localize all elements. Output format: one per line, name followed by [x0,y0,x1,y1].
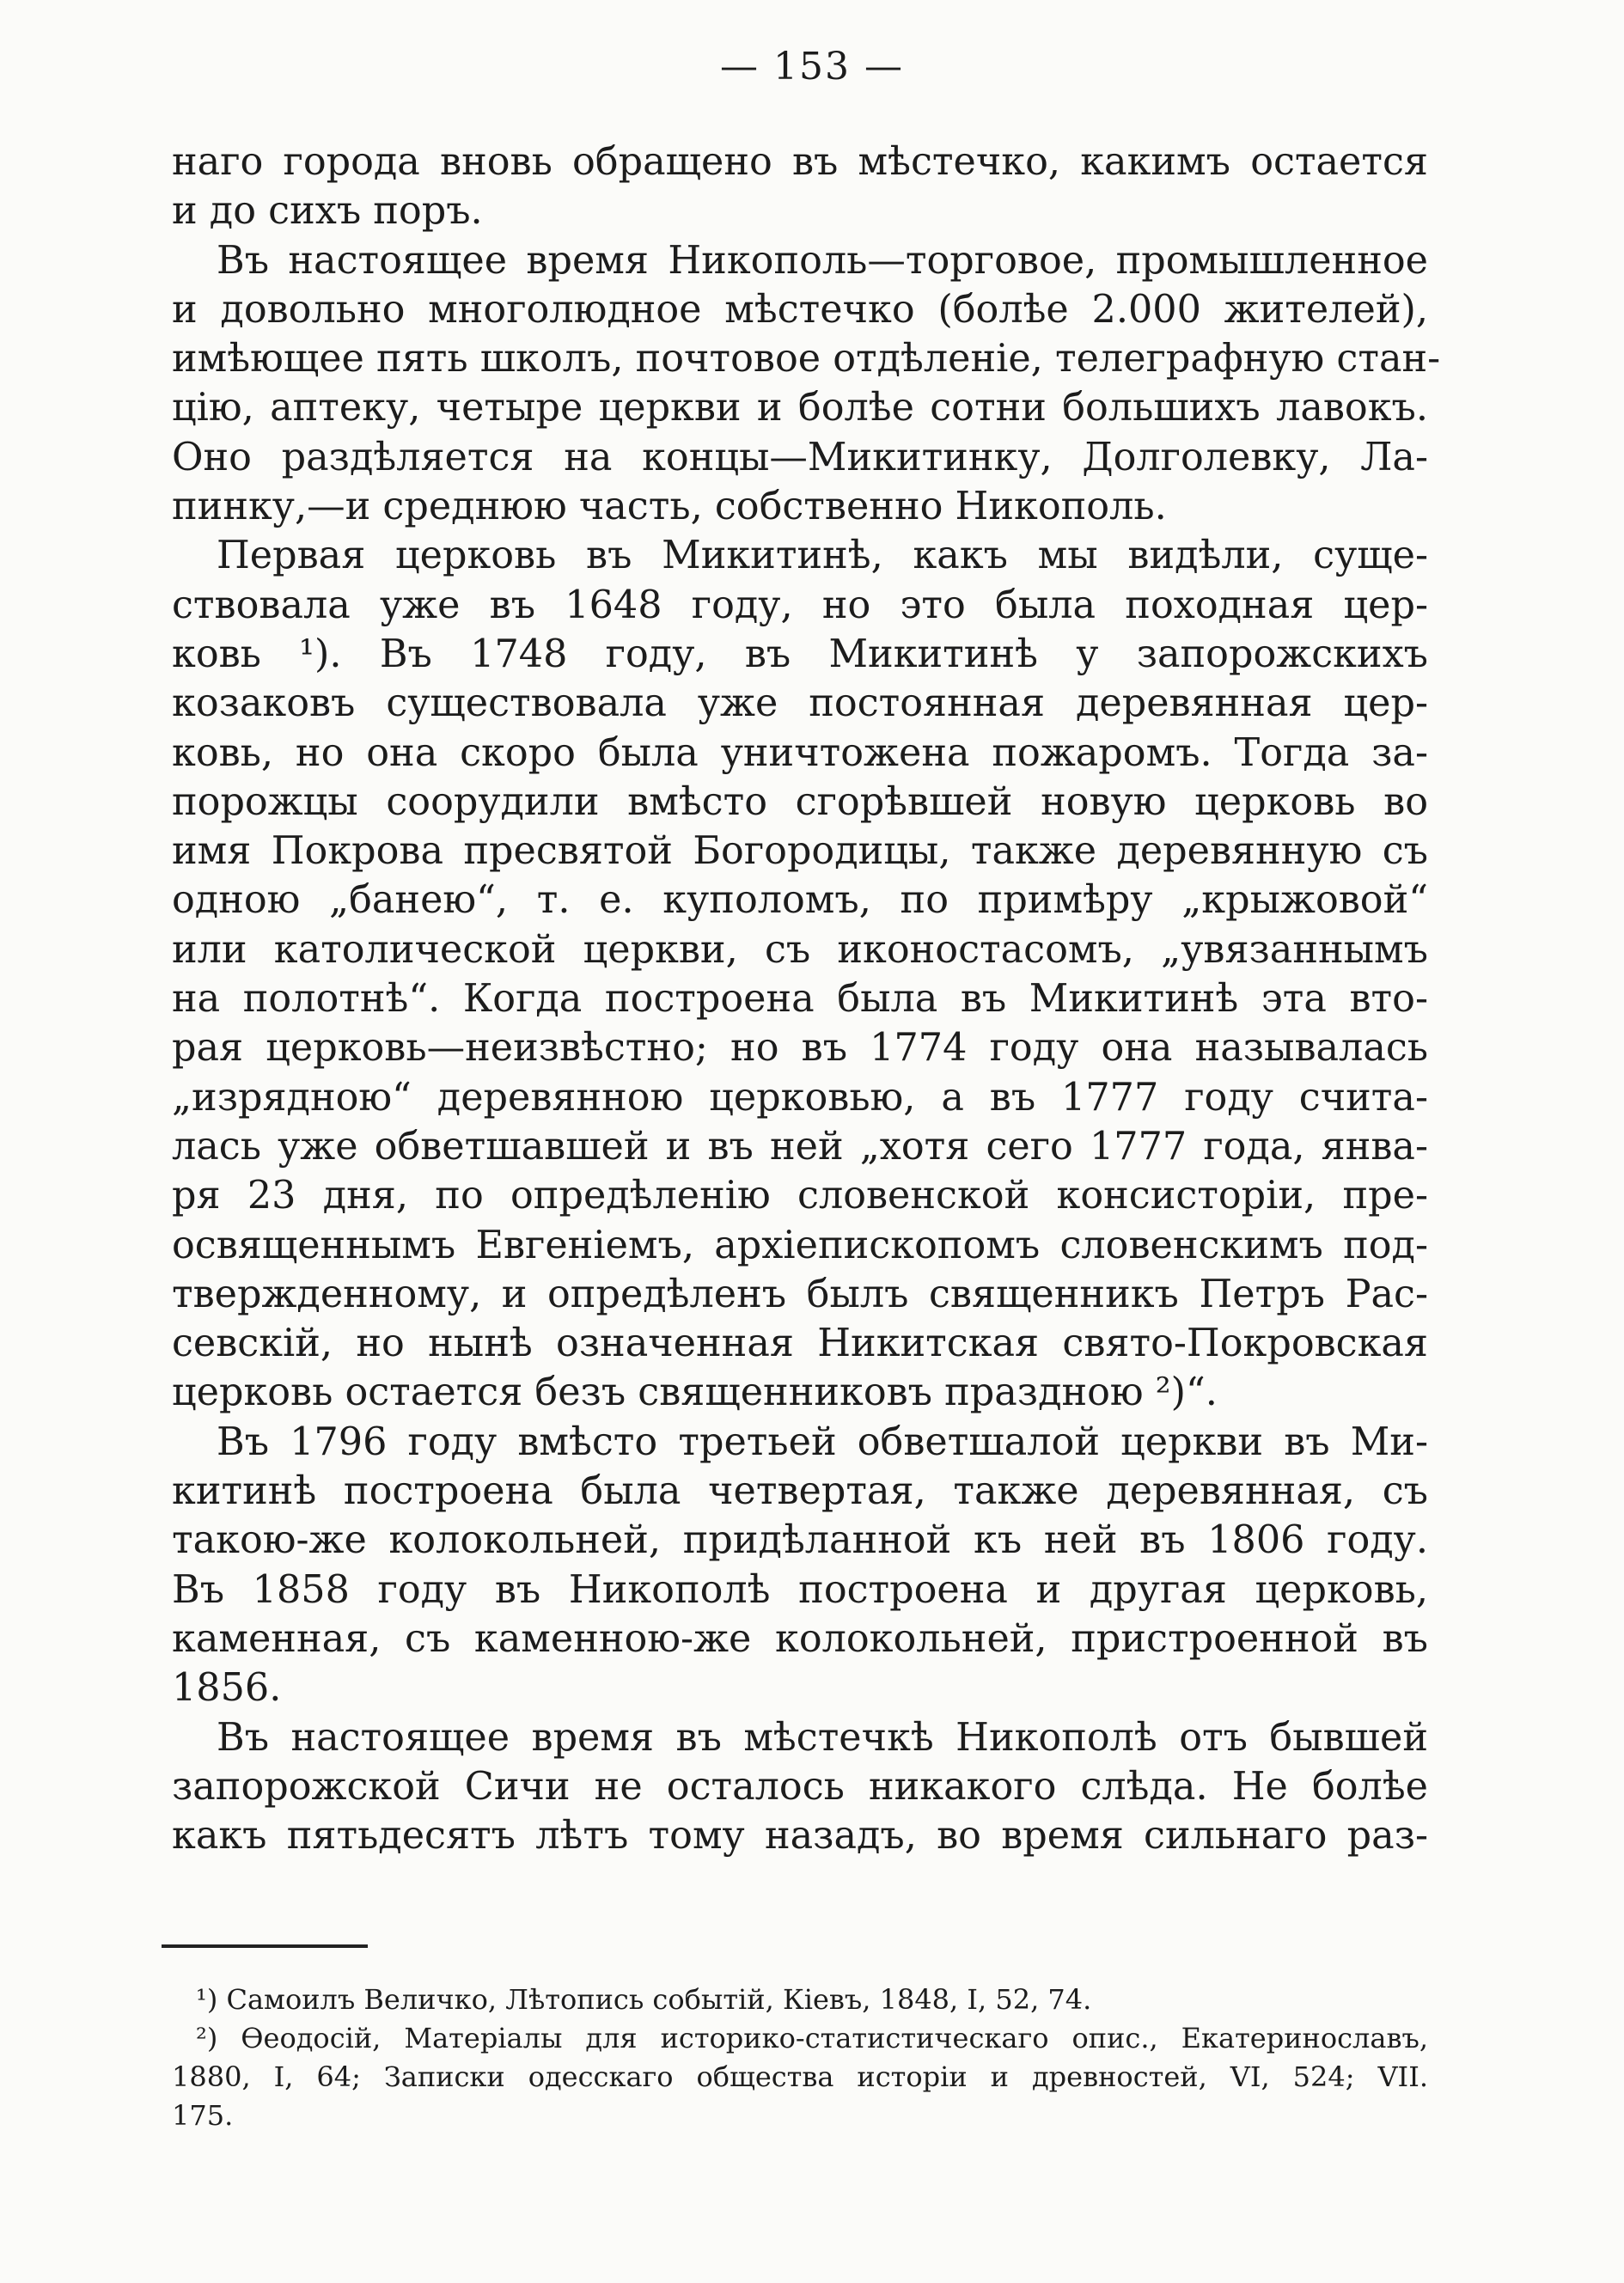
text-line: Первая церковь въ Микитинѣ, какъ мы видѣли, суще- [217,534,1428,578]
text-line: пинку,—и среднюю часть, собственно Никополь. [172,485,1167,529]
body-text [172,137,1441,1860]
footnote [172,1981,1428,2019]
text-line: твержденному, и опредѣленъ былъ священникъ Петръ Рас- [172,1272,1428,1316]
paragraph [172,531,1428,1417]
text-line: запорожской Сичи не осталось никакого слѣда. Не болѣе [172,1764,1428,1809]
text-line: и до сихъ поръ. [172,189,483,234]
text-line: Въ настоящее время Никополь—торговое, промышленное [217,238,1428,283]
text-line: „изрядною“ деревянною церковью, а въ 1777 году счита- [172,1075,1428,1120]
footnotes [172,1981,1428,2135]
text-line: освященнымъ Евгеніемъ, архіепископомъ словенскимъ под- [172,1223,1428,1267]
text-line: 1856. [172,1666,282,1711]
text-line: козаковъ существовала уже постоянная деревянная цер- [172,681,1428,726]
text-line: китинѣ построена была четвертая, также деревянная, съ [172,1469,1428,1514]
paragraph [172,236,1441,532]
text-line: имѣющее пять школъ, почтовое отдѣленіе, телеграфную стан- [172,337,1441,382]
paragraph [172,1713,1428,1861]
text-line: церковь остается безъ священниковъ праздною ²)“. [172,1370,1218,1415]
text-line: Въ 1858 году въ Никополѣ построена и другая церковь, [172,1567,1428,1612]
text-line: наго города вновь обращено въ мѣстечко, какимъ остается [172,140,1428,184]
text-line: ствовала уже въ 1648 году, но это была походная цер- [172,583,1428,627]
text-line: или католической церкви, съ иконостасомъ, „увязаннымъ [172,927,1428,972]
text-line: ковь, но она скоро была уничтожена пожаромъ. Тогда за- [172,730,1428,775]
footnote-line: 175. [172,2099,234,2132]
text-line: Оно раздѣляется на концы—Микитинку, Долголевку, Ла- [172,435,1428,479]
text-line: такою-же колокольней, придѣланной къ ней въ 1806 году. [172,1518,1428,1563]
footnote [172,2019,1428,2135]
footnote-divider [162,1944,368,1948]
text-line: Въ 1796 году вмѣсто третьей обветшалой церкви въ Ми- [217,1419,1428,1464]
text-line: ковь ¹). Въ 1748 году, въ Микитинѣ у запорожскихъ [172,632,1428,676]
page-number: — 153 — [720,45,904,89]
text-line: одною „банею“, т. е. куполомъ, по примѣру „крыжовой“ [172,878,1428,923]
text-line: севскій, но нынѣ означенная Никитская свято-Покровская [172,1322,1428,1366]
footnote-line: ²) Ѳеодосій, Матеріалы для историко-статистическаго опис., Екатеринославъ, [196,2022,1428,2054]
text-line: ря 23 дня, по опредѣленію словенской консисторіи, пре- [172,1174,1428,1218]
text-line: имя Покрова пресвятой Богородицы, также деревянную съ [172,829,1428,874]
text-line: порожцы соорудили вмѣсто сгорѣвшей новую церковь во [172,779,1428,824]
text-line: рая церковь—неизвѣстно; но въ 1774 году она называлась [172,1026,1428,1071]
text-line: Въ настоящее время въ мѣстечкѣ Никополѣ отъ бывшей [217,1715,1428,1760]
text-line: лась уже обветшавшей и въ ней „хотя сего 1777 года, янва- [172,1124,1428,1169]
text-line: какъ пятьдесятъ лѣтъ тому назадъ, во время сильнаго раз- [172,1814,1428,1859]
text-line: и довольно многолюдное мѣстечко (болѣе 2.000 жителей), [172,287,1428,332]
text-line: цію, аптеку, четыре церкви и болѣе сотни большихъ лавокъ. [172,386,1428,430]
text-line: каменная, съ каменною-же колокольней, пристроенной въ [172,1616,1428,1661]
text-line: на полотнѣ“. Когда построена была въ Микитинѣ эта вто- [172,977,1428,1022]
footnote-line: 1880, I, 64; Записки одесскаго общества исторіи и древностей, VI, 524; VII. [172,2060,1428,2093]
paragraph [172,137,1428,236]
paragraph [172,1418,1428,1713]
footnote-line: ¹) Самоилъ Величко, Лѣтопись событій, Кіевъ, 1848, I, 52, 74. [196,1983,1092,2016]
